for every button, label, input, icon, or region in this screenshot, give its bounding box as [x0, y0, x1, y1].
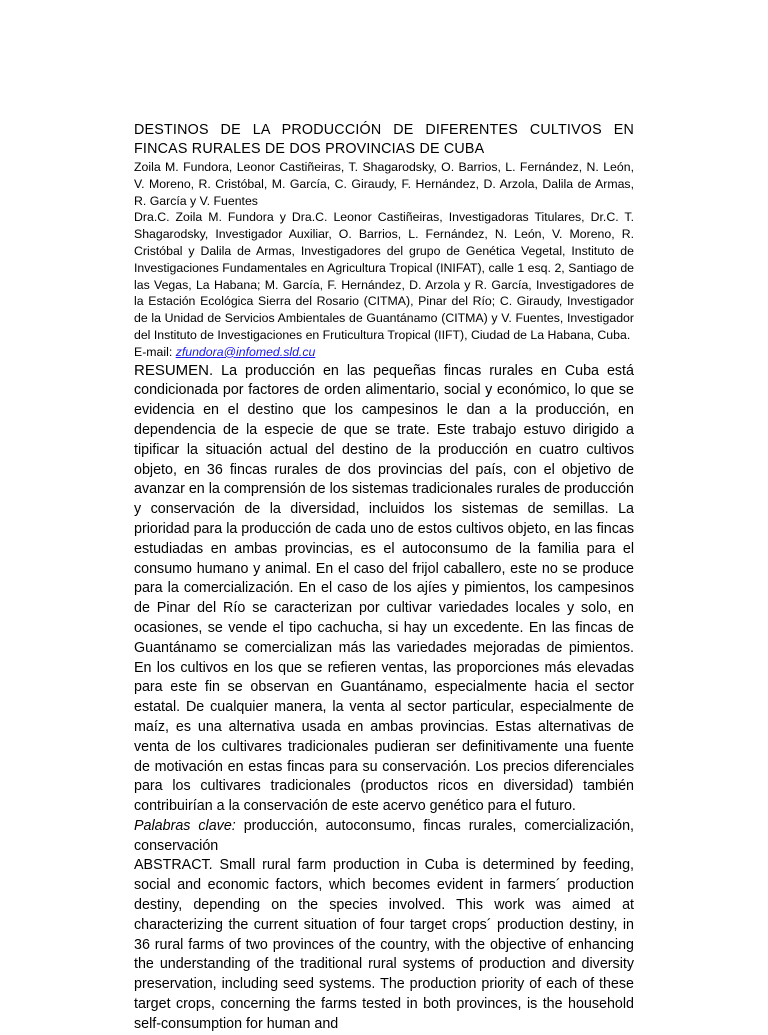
article-title: DESTINOS DE LA PRODUCCIÓN DE DIFERENTES CULTIVOS EN FINCAS RURALES DE DOS PROVINCIAS DE CUBA	[134, 122, 634, 157]
email-link[interactable]: zfundora@infomed.sld.cu	[175, 344, 316, 359]
abstract-paragraph: ABSTRACT. Small rural farm production in Cuba is determined by feeding, social and economic factors, which becomes evident in farmers´ production destiny, depending on the species involved. This work was aimed at characterizing the current situation of four target crops´ production destiny, in 36 rural farms of two provinces of the country, with the objective of enhancing the understanding of the traditional rural systems of production and diversity preservation, including seed systems. The production priority of each of these target crops, concerning the farms tested in both provinces, is the household self-consumption for human and	[134, 857, 634, 1032]
email-label: E-mail:	[134, 344, 176, 359]
keywords-text: producción, autoconsumo, fincas rurales, comercialización, conservación	[134, 817, 634, 854]
resumen-label: RESUMEN.	[134, 361, 214, 379]
keywords-label: Palabras clave:	[134, 817, 236, 834]
resumen-text: La producción en las pequeñas fincas rurales en Cuba está condicionada por factores de orden alimentario, social y económico, lo que se evidencia en el destino que los campesinos le dan a la producción, en dependencia de la especie de que se trate. Este trabajo estuvo dirigido a tipificar la situación actual del destino de la producción en cuatro cultivos objeto, en 36 fincas rurales de dos provincias del país, con el objetivo de avanzar en la comprensión de los sistemas tradicionales rurales de producción y conservación de la diversidad, incluidos los sistemas de semillas. La prioridad para la producción de cada uno de estos cultivos objeto, en las fincas estudiadas en ambas provincias, es el autoconsumo de la familia para el consumo humano y animal. En el caso del frijol caballero, este no se produce para la comercialización. En el caso de los ajíes y pimientos, los campesinos de Pinar del Río se caracterizan por cultivar variedades locales y solo, en ocasiones, se vende el tipo cachucha, si hay un excedente. En las fincas de Guantánamo se comercializan más las variedades mejoradas de pimientos. En los cultivos en los que se refieren ventas, las proporciones más elevadas para este fin se observan en Guantánamo, especialmente hacia el sector estatal. De cualquier manera, la venta al sector particular, especialmente de maíz, es una alternativa usada en ambas provincias. Estas alternativas de venta de los cultivares tradicionales pudieran ser definitivamente una fuente de motivación en estas fincas para su conservación. Los precios diferenciales para los cultivares tradicionales (productos ricos en diversidad) también contribuirían a la conservación de este acervo genético para el futuro.	[134, 362, 634, 815]
author-list: Zoila M. Fundora, Leonor Castiñeiras, T. Shagarodsky, O. Barrios, L. Fernández, N. León, V. Moreno, R. Cristóbal, M. García, C. Giraudy, F. Hernández, D. Arzola, Dalila de Armas, R. García y V. Fuentes	[134, 160, 634, 208]
author-affiliations: Dra.C. Zoila M. Fundora y Dra.C. Leonor Castiñeiras, Investigadoras Titulares, Dr.C. T. Shagarodsky, Investigador Auxiliar, O. Barrios, L. Fernández, N. León, V. Moreno, R. Cristóbal y Dalila de Armas, Investigadores del grupo de Genética Vegetal, Instituto de Investigaciones Fundamentales en Agricultura Tropical (INIFAT), calle 1 esq. 2, Santiago de las Vegas, La Habana; M. García, F. Hernández, D. Arzola y R. García, Investigadores de la Estación Ecológica Sierra del Rosario (CITMA), Pinar del Río; C. Giraudy, Investigador de la Unidad de Servicios Ambientales de Guantánamo (CITMA) y V. Fuentes, Investigador del Instituto de Investigaciones en Fruticultura Tropical (IIFT), Ciudad de La Habana, Cuba.	[134, 210, 634, 342]
contact-email	[134, 344, 634, 361]
article-page	[134, 121, 634, 1035]
resumen-paragraph	[134, 361, 634, 817]
keywords-paragraph	[134, 817, 634, 857]
